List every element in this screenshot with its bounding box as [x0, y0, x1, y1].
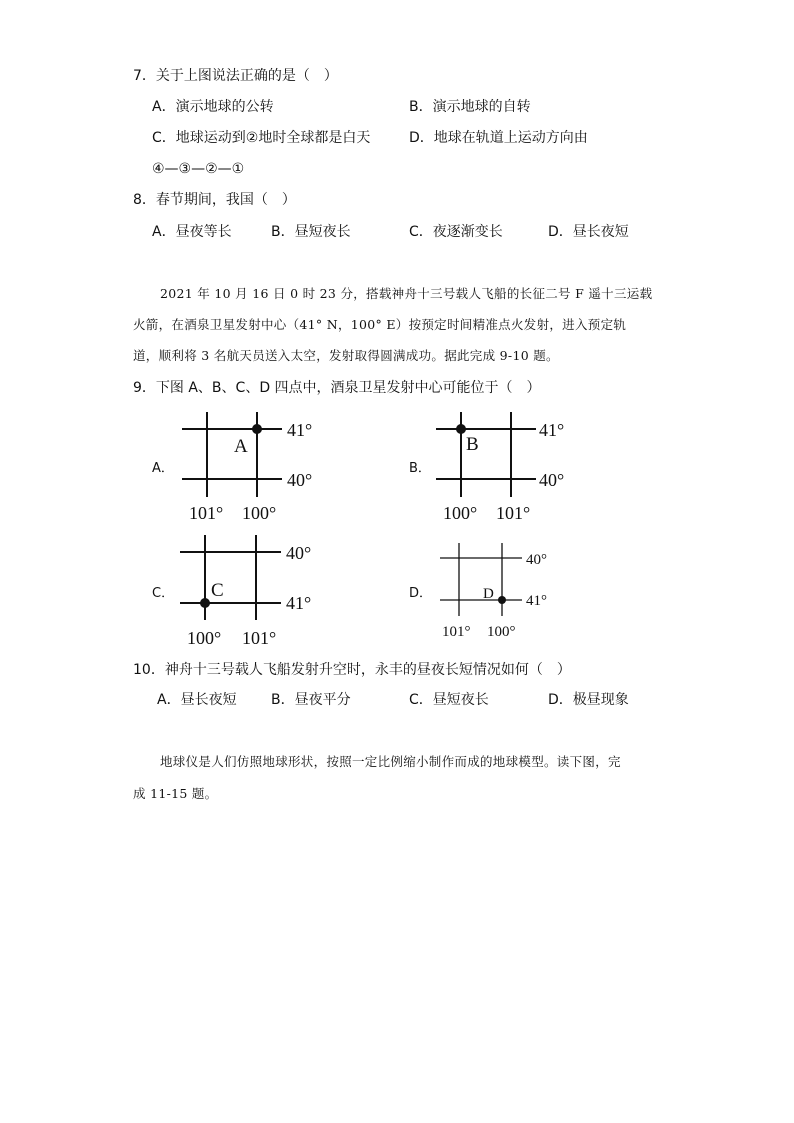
q9-option-c-label[interactable]: C．	[152, 586, 175, 601]
passage1-line1: 2021 年 10 月 16 日 0 时 23 分，搭载神舟十三号载人飞船的长征二号 F 遥十三运载	[160, 286, 653, 301]
point-b-label: B	[466, 434, 479, 455]
q8-option-b[interactable]: B．昼短夜长	[271, 224, 351, 240]
q7-option-d[interactable]: D．地球在轨道上运动方向由	[409, 130, 588, 146]
point-c-label: C	[211, 580, 224, 601]
passage1-line2: 火箭，在酒泉卫星发射中心（41° N，100° E）按预定时间精准点火发射，进入预定轨	[133, 317, 627, 332]
lon-label-left: 101°	[442, 624, 471, 640]
lat-label-top: 41°	[539, 420, 565, 440]
q7-option-d-continuation: ④—③—②—①	[152, 161, 245, 177]
q7-option-b[interactable]: B．演示地球的自转	[409, 99, 531, 115]
lon-label-right: 101°	[496, 503, 531, 523]
lon-label-left: 100°	[443, 503, 478, 523]
passage2-line1: 地球仪是人们仿照地球形状，按照一定比例缩小制作而成的地球模型。读下图，完	[160, 754, 621, 769]
lat-label-bottom: 41°	[526, 593, 547, 609]
q9-option-d-label[interactable]: D．	[409, 586, 433, 601]
lat-label-bottom: 40°	[539, 470, 565, 490]
q10-option-a[interactable]: A．昼长夜短	[157, 692, 237, 708]
passage1-line3: 道，顺利将 3 名航天员送入太空，发射取得圆满成功。据此完成 9-10 题。	[133, 348, 559, 363]
q7-option-a[interactable]: A．演示地球的公转	[152, 99, 274, 115]
point-d-label: D	[483, 586, 494, 602]
lon-label-left: 100°	[187, 628, 222, 648]
lon-label-right: 100°	[242, 503, 277, 523]
q7-stem: 7．关于上图说法正确的是（ ）	[133, 68, 338, 84]
q10-option-d[interactable]: D．极昼现象	[548, 692, 629, 708]
q10-option-c[interactable]: C．昼短夜长	[409, 692, 489, 708]
q10-stem: 10．神舟十三号载人飞船发射升空时，永丰的昼夜长短情况如何（ ）	[133, 662, 571, 678]
point-d-dot	[498, 596, 506, 604]
q10-option-b[interactable]: B．昼夜平分	[271, 692, 351, 708]
q9-stem: 9．下图 A、B、C、D 四点中，酒泉卫星发射中心可能位于（ ）	[133, 380, 541, 396]
lat-label-top: 40°	[526, 552, 547, 568]
lat-label-top: 40°	[286, 543, 312, 563]
lon-label-right: 100°	[487, 624, 516, 640]
lat-label-bottom: 40°	[287, 470, 313, 490]
point-a-label: A	[234, 436, 248, 457]
lat-label-bottom: 41°	[286, 593, 312, 613]
q8-option-a[interactable]: A．昼夜等长	[152, 224, 232, 240]
q7-option-c[interactable]: C．地球运动到②地时全球都是白天	[152, 130, 371, 146]
passage2-line2: 成 11-15 题。	[133, 786, 218, 801]
q9-option-b-label[interactable]: B．	[409, 461, 431, 476]
q8-option-d[interactable]: D．昼长夜短	[548, 224, 629, 240]
q8-stem: 8．春节期间，我国（ ）	[133, 192, 296, 208]
q9-option-a-label[interactable]: A．	[152, 461, 174, 476]
q8-option-c[interactable]: C．夜逐渐变长	[409, 224, 503, 240]
lon-label-right: 101°	[242, 628, 277, 648]
lat-label-top: 41°	[287, 420, 313, 440]
lon-label-left: 101°	[189, 503, 224, 523]
